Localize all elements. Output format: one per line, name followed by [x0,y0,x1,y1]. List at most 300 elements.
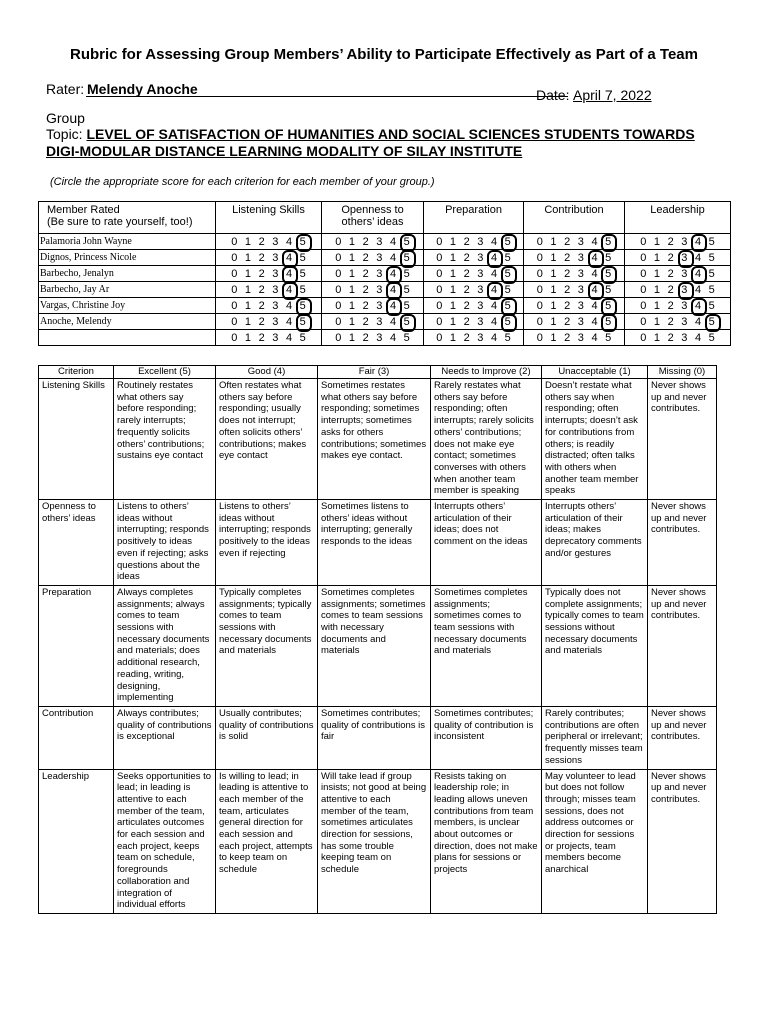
score-option[interactable]: 2 [258,235,265,248]
score-cell [524,282,625,298]
rubric-row [39,706,717,769]
score-option[interactable]: 3 [577,267,584,280]
score-option[interactable]: 0 [436,299,443,312]
score-option[interactable]: 3 [577,331,584,344]
score-option-circled[interactable]: 4 [691,300,705,312]
score-option-circled[interactable]: 4 [386,284,400,296]
score-option[interactable]: 1 [449,299,457,312]
score-option[interactable]: 1 [550,267,557,280]
score-option[interactable]: 1 [550,299,557,312]
score-option-circled[interactable]: 5 [400,316,414,328]
rubric-row [39,379,717,500]
score-option[interactable]: 4 [389,331,397,344]
criterion-header [424,202,524,234]
score-option[interactable]: 0 [640,299,647,312]
score-option[interactable]: 1 [244,235,252,248]
rubric-header-cell: Excellent (5) [114,366,216,379]
score-option[interactable]: 4 [694,283,702,296]
score-option[interactable]: 0 [335,331,342,344]
score-option[interactable]: 2 [258,251,265,264]
score-option-circled[interactable]: 5 [501,236,515,248]
score-option-circled[interactable]: 5 [601,236,615,248]
rater-name: Melendy Anoche [87,81,198,97]
score-option[interactable]: 3 [376,299,383,312]
rubric-descriptor-cell: Never shows up and never contributes. [648,500,717,586]
score-option-circled[interactable]: 5 [601,316,615,328]
score-option[interactable]: 4 [490,235,498,248]
score-option[interactable]: 3 [477,251,484,264]
score-option-circled[interactable]: 4 [691,236,705,248]
score-cell [322,330,424,346]
score-option[interactable]: 4 [389,251,397,264]
criterion-header-line: Listening Skills [232,204,305,216]
score-option[interactable]: 1 [348,235,356,248]
score-option[interactable]: 1 [244,315,252,328]
score-option[interactable]: 1 [653,267,661,280]
score-option[interactable]: 4 [285,331,293,344]
score-option[interactable]: 3 [272,235,279,248]
score-cell [424,298,524,314]
score-option[interactable]: 5 [708,299,715,312]
score-option[interactable]: 0 [640,267,647,280]
score-option[interactable]: 3 [681,299,688,312]
score-option[interactable]: 0 [536,267,543,280]
rubric-header-cell: Needs to Improve (2) [431,366,542,379]
member-name [39,330,216,346]
rubric-descriptor-cell: Interrupts others’ articulation of their ideas; does not comment on the ideas [431,500,542,586]
score-cell [524,330,625,346]
rater-row [46,81,656,103]
score-option[interactable]: 3 [577,299,584,312]
score-option-circled[interactable]: 4 [588,252,602,264]
score-option[interactable]: 1 [653,235,661,248]
score-option[interactable]: 1 [348,299,356,312]
score-option[interactable]: 4 [389,315,397,328]
rubric-header-cell: Fair (3) [318,366,431,379]
score-option-circled[interactable]: 5 [400,236,414,248]
score-option[interactable]: 5 [708,251,715,264]
score-option[interactable]: 4 [285,315,293,328]
member-row [39,298,731,314]
score-cell [216,266,322,282]
score-option[interactable]: 2 [564,251,571,264]
score-option[interactable]: 1 [449,331,457,344]
score-option[interactable]: 0 [436,283,443,296]
score-option[interactable]: 3 [272,283,279,296]
score-option[interactable]: 4 [591,331,598,344]
score-option[interactable]: 5 [605,251,612,264]
score-option-circled[interactable]: 3 [678,284,692,296]
criterion-header-line: Contribution [544,204,604,216]
score-option[interactable]: 3 [477,315,484,328]
score-option[interactable]: 2 [258,315,265,328]
criterion-header-line: Preparation [445,204,502,216]
score-option[interactable]: 2 [667,331,674,344]
score-option[interactable]: 0 [231,267,238,280]
score-cell [216,330,322,346]
score-option[interactable]: 0 [231,315,238,328]
score-option[interactable]: 3 [272,331,279,344]
score-option[interactable]: 1 [348,283,356,296]
score-option[interactable]: 2 [362,331,369,344]
score-option[interactable]: 1 [348,315,356,328]
score-option[interactable]: 5 [403,283,410,296]
score-option[interactable]: 3 [681,315,688,328]
score-cell [524,314,625,330]
score-option[interactable]: 3 [376,315,383,328]
score-option[interactable]: 1 [653,315,661,328]
score-option[interactable]: 1 [550,331,557,344]
score-option[interactable]: 0 [231,235,238,248]
score-option[interactable]: 1 [244,283,252,296]
score-option[interactable]: 5 [605,331,612,344]
score-option[interactable]: 2 [463,331,470,344]
topic-text-1: LEVEL OF SATISFACTION OF HUMANITIES AND SOCIAL SCIENCES STUDENTS TOWARDS [86,126,695,142]
score-option[interactable]: 5 [504,251,511,264]
score-cell [524,266,625,282]
score-option[interactable]: 0 [335,235,342,248]
criterion-header [524,202,625,234]
date-label: Date: [536,87,570,103]
rubric-descriptor-cell: Doesn’t restate what others say when responding; often interrupts; doesn’t ask for contributions from others; is readily distracted; often talks with others when another team member speaks [542,379,648,500]
score-option[interactable]: 2 [258,267,265,280]
score-option-circled[interactable]: 4 [487,284,501,296]
score-option[interactable]: 4 [591,299,598,312]
score-option-circled[interactable]: 5 [400,252,414,264]
score-option[interactable]: 2 [362,251,369,264]
score-option[interactable]: 0 [335,267,342,280]
score-option[interactable]: 3 [376,267,383,280]
rubric-descriptor-cell: Sometimes completes assignments; sometimes comes to team sessions with necessary documents and materials [431,585,542,706]
rubric-descriptor-cell: Listens to others’ ideas without interrupting; responds positively to ideas even if rejecting; asks questions about the ideas [114,500,216,586]
score-option[interactable]: 3 [577,315,584,328]
score-option[interactable]: 2 [564,315,571,328]
score-option[interactable]: 1 [244,299,252,312]
score-option[interactable]: 1 [550,251,557,264]
rubric-descriptor-cell: Listens to others’ ideas without interrupting; responds positively to the ideas even if rejecting [216,500,318,586]
rater-label: Rater: [46,81,85,97]
score-option[interactable]: 1 [449,283,457,296]
rubric-descriptor-cell: May volunteer to lead but does not follow through; misses team sessions, does not address outcomes or direction for sessions or projects, team members become anarchical [542,769,648,913]
score-option[interactable]: 5 [299,251,306,264]
member-row [39,266,731,282]
score-option[interactable]: 5 [708,267,715,280]
criterion-header-line: others’ ideas [341,216,404,228]
score-option-circled[interactable]: 5 [296,316,310,328]
score-cell [625,234,731,250]
score-option[interactable]: 3 [577,283,584,296]
score-option[interactable]: 2 [564,299,571,312]
score-option[interactable]: 3 [477,267,484,280]
score-option[interactable]: 1 [653,283,661,296]
score-option[interactable]: 1 [244,331,252,344]
score-option[interactable]: 1 [348,267,356,280]
score-option[interactable]: 2 [463,283,470,296]
score-option-circled[interactable]: 4 [588,284,602,296]
member-row [39,282,731,298]
score-option[interactable]: 1 [653,299,661,312]
score-option[interactable]: 1 [244,267,252,280]
score-option[interactable]: 2 [362,235,369,248]
score-option[interactable]: 2 [258,299,265,312]
score-option[interactable]: 1 [550,235,557,248]
score-option[interactable]: 0 [640,235,647,248]
rubric-descriptor-cell: Typically completes assignments; typically comes to team sessions with necessary documents and materials [216,585,318,706]
score-option[interactable]: 5 [299,283,306,296]
score-option[interactable]: 5 [299,331,306,344]
group-label: Group [46,110,85,126]
rubric-descriptor-cell: Rarely contributes; contributions are often peripheral or irrelevant; frequently misses team sessions [542,706,648,769]
score-option[interactable]: 1 [449,267,457,280]
member-row [39,314,731,330]
score-option[interactable]: 1 [449,315,457,328]
score-option[interactable]: 5 [403,331,410,344]
score-cell [524,250,625,266]
score-cell [216,250,322,266]
rubric-row [39,769,717,913]
score-option[interactable]: 2 [258,331,265,344]
score-cell [216,314,322,330]
score-option[interactable]: 0 [335,299,342,312]
score-option[interactable]: 3 [477,331,484,344]
score-option[interactable]: 1 [449,251,457,264]
score-option-circled[interactable]: 5 [501,268,515,280]
score-option[interactable]: 4 [389,235,397,248]
score-option[interactable]: 0 [640,251,647,264]
score-option[interactable]: 5 [504,331,511,344]
score-option[interactable]: 0 [436,315,443,328]
member-name: Palamoria John Wayne [39,234,216,250]
member-rated-header [39,202,216,234]
score-option[interactable]: 5 [708,283,715,296]
score-option[interactable]: 4 [490,267,498,280]
score-option[interactable]: 5 [299,267,306,280]
score-cell [625,282,731,298]
score-option[interactable]: 5 [403,299,410,312]
score-option[interactable]: 4 [490,299,498,312]
score-option[interactable]: 1 [653,251,661,264]
score-option[interactable]: 0 [536,331,543,344]
criterion-header [322,202,424,234]
score-option-circled[interactable]: 4 [282,252,296,264]
criterion-header-line: Openness to [341,204,404,216]
score-option-circled[interactable]: 5 [501,300,515,312]
criterion-header [625,202,731,234]
score-option[interactable]: 3 [477,235,484,248]
rubric-descriptor-cell: Typically does not complete assignments; typically comes to team sessions without necessary documents and materials [542,585,648,706]
score-option[interactable]: 4 [285,235,293,248]
score-option[interactable]: 0 [436,251,443,264]
score-cell [625,298,731,314]
score-option-circled[interactable]: 5 [601,268,615,280]
rubric-descriptor-cell: Sometimes restates what others say before responding; sometimes interrupts; sometimes asks for others contributions; sometimes makes eye contact. [318,379,431,500]
score-cell [424,314,524,330]
score-option[interactable]: 2 [463,315,470,328]
score-option[interactable]: 4 [591,235,598,248]
score-option[interactable]: 1 [653,331,661,344]
rubric-row [39,500,717,586]
score-option[interactable]: 2 [258,283,265,296]
rubric-descriptor-cell: Never shows up and never contributes. [648,379,717,500]
score-option-circled[interactable]: 5 [601,300,615,312]
score-option[interactable]: 2 [463,235,470,248]
document-title: Rubric for Assessing Group Members’ Ability to Participate Effectively as Part of a Team [70,46,698,63]
score-option[interactable]: 5 [605,283,612,296]
score-option[interactable]: 0 [231,251,238,264]
score-option[interactable]: 0 [536,251,543,264]
score-option[interactable]: 2 [362,299,369,312]
member-row [39,330,731,346]
score-option[interactable]: 3 [577,251,584,264]
score-option[interactable]: 0 [640,315,647,328]
topic-label: Topic: [46,126,83,142]
score-option[interactable]: 2 [463,299,470,312]
score-cell [524,298,625,314]
score-option[interactable]: 3 [272,299,279,312]
rubric-descriptor-cell: Sometimes contributes; quality of contributions is fair [318,706,431,769]
member-row [39,250,731,266]
score-option[interactable]: 2 [362,315,369,328]
score-option[interactable]: 5 [708,331,715,344]
score-cell [216,234,322,250]
score-cell [524,234,625,250]
date-value: April 7, 2022 [573,87,652,103]
score-option[interactable]: 0 [536,315,543,328]
score-option[interactable]: 0 [231,283,238,296]
score-option[interactable]: 2 [564,267,571,280]
rubric-descriptor-cell: Usually contributes; quality of contributions is solid [216,706,318,769]
score-cell [322,250,424,266]
score-option-circled[interactable]: 5 [296,236,310,248]
member-name: Barbecho, Jenalyn [39,266,216,282]
score-option[interactable]: 3 [477,299,484,312]
score-option[interactable]: 0 [536,299,543,312]
score-option[interactable]: 3 [577,235,584,248]
score-option[interactable]: 3 [376,331,383,344]
score-cell [322,282,424,298]
score-option[interactable]: 2 [564,331,571,344]
member-rated-note: (Be sure to rate yourself, too!) [47,216,193,228]
score-option[interactable]: 5 [708,235,715,248]
rubric-table [38,365,717,914]
score-option-circled[interactable]: 4 [386,268,400,280]
score-cell [424,282,524,298]
score-option-circled[interactable]: 4 [487,252,501,264]
score-option[interactable]: 0 [335,315,342,328]
score-option[interactable]: 0 [536,235,543,248]
score-option[interactable]: 1 [550,315,557,328]
score-option[interactable]: 3 [272,267,279,280]
score-option[interactable]: 5 [504,283,511,296]
score-option[interactable]: 4 [694,331,702,344]
score-option[interactable]: 2 [362,267,369,280]
score-cell [216,282,322,298]
score-option[interactable]: 2 [667,299,674,312]
score-cell [625,330,731,346]
rubric-descriptor-cell: Never shows up and never contributes. [648,769,717,913]
score-option-circled[interactable]: 4 [386,300,400,312]
member-name: Dignos, Princess Nicole [39,250,216,266]
score-option[interactable]: 0 [231,331,238,344]
score-option-circled[interactable]: 4 [282,268,296,280]
score-option[interactable]: 4 [591,315,598,328]
score-option[interactable]: 3 [681,331,688,344]
score-option-circled[interactable]: 4 [691,268,705,280]
score-option[interactable]: 0 [536,283,543,296]
score-option[interactable]: 2 [667,267,674,280]
score-option[interactable]: 2 [362,283,369,296]
score-option[interactable]: 1 [348,251,356,264]
member-name: Anoche, Melendy [39,314,216,330]
score-option-circled[interactable]: 5 [501,316,515,328]
score-option[interactable]: 0 [640,283,647,296]
score-option[interactable]: 2 [463,267,470,280]
score-option[interactable]: 1 [550,283,557,296]
score-cell [424,234,524,250]
score-option[interactable]: 4 [694,251,702,264]
score-option[interactable]: 3 [376,235,383,248]
score-option[interactable]: 3 [681,267,688,280]
score-option[interactable]: 2 [667,235,674,248]
score-option[interactable]: 0 [335,251,342,264]
member-name: Vargas, Christine Joy [39,298,216,314]
score-option[interactable]: 3 [681,235,688,248]
score-option[interactable]: 4 [591,267,598,280]
score-option[interactable]: 3 [272,315,279,328]
member-row [39,234,731,250]
score-option[interactable]: 0 [640,331,647,344]
score-option-circled[interactable]: 4 [282,284,296,296]
score-option[interactable]: 1 [449,235,457,248]
score-option[interactable]: 3 [376,251,383,264]
rubric-header-cell: Criterion [39,366,114,379]
score-option[interactable]: 0 [436,331,443,344]
score-option[interactable]: 0 [335,283,342,296]
score-option[interactable]: 2 [463,251,470,264]
rubric-descriptor-cell: Always completes assignments; always comes to team sessions with necessary documents and materials; does additional research, reading, writing, designing, implementing [114,585,216,706]
score-option[interactable]: 4 [285,299,293,312]
score-option[interactable]: 0 [436,267,443,280]
score-option[interactable]: 2 [667,283,674,296]
rubric-descriptor-cell: Often restates what others say before responding; usually does not interrupt; often solicits others’ contributions; makes eye contact [216,379,318,500]
score-option[interactable]: 3 [477,283,484,296]
score-option[interactable]: 2 [667,251,674,264]
score-option-circled[interactable]: 5 [296,300,310,312]
score-option[interactable]: 3 [272,251,279,264]
score-cell [322,314,424,330]
score-option-circled[interactable]: 5 [705,316,719,328]
score-option[interactable]: 4 [490,331,498,344]
score-option[interactable]: 1 [348,331,356,344]
score-option[interactable]: 1 [244,251,252,264]
score-option-circled[interactable]: 3 [678,252,692,264]
rubric-descriptor-cell: Seeks opportunities to lead; in leading is attentive to each member of the team, articulates outcomes for each session and each project, keeps team on schedule, foregrounds collaboration and integration of individual efforts [114,769,216,913]
score-option[interactable]: 5 [403,267,410,280]
rubric-criterion-cell: Openness to others’ ideas [39,500,114,586]
score-option[interactable]: 2 [564,283,571,296]
rubric-header-cell: Unacceptable (1) [542,366,648,379]
score-option[interactable]: 4 [694,315,702,328]
score-option[interactable]: 3 [376,283,383,296]
score-option[interactable]: 2 [667,315,674,328]
score-option[interactable]: 4 [490,315,498,328]
score-option[interactable]: 0 [436,235,443,248]
score-option[interactable]: 2 [564,235,571,248]
rubric-criterion-cell: Preparation [39,585,114,706]
score-cell [424,266,524,282]
score-cell [322,298,424,314]
score-option[interactable]: 0 [231,299,238,312]
